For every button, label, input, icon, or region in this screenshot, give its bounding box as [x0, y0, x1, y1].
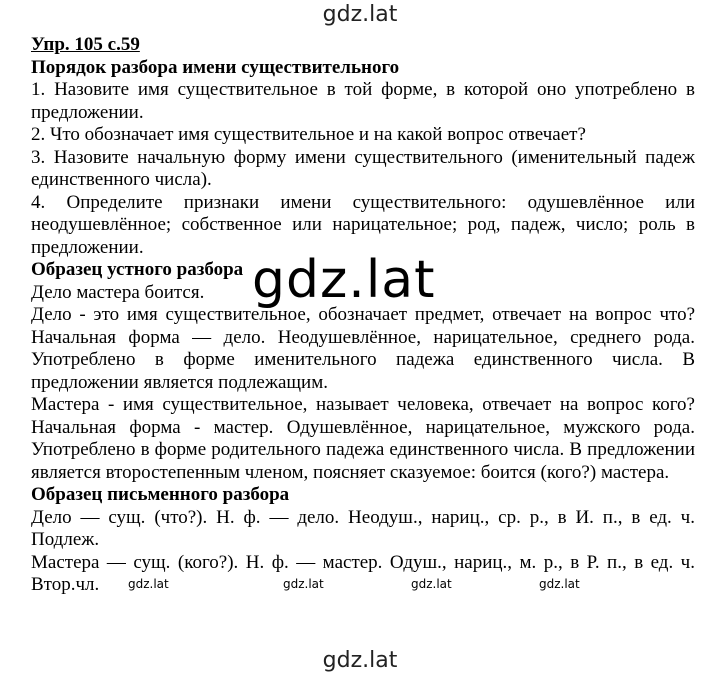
- watermark-small-3: gdz.lat: [411, 577, 452, 591]
- watermark-small-4: gdz.lat: [539, 577, 580, 591]
- step-3: 3. Назовите начальную форму имени существительного (именительный падеж единственного числа).: [31, 146, 695, 190]
- step-1: 1. Назовите имя существительное в той форме, в которой оно употреблено в предложении.: [31, 79, 695, 123]
- written-analysis-heading: Образец письменного разбора: [31, 484, 290, 505]
- step-4: 4. Определите признаки имени существительного: одушевлённое или неодушевлённое; собственное или нарицательное; род, падеж, число; роль в предложении.: [31, 191, 695, 258]
- watermark-top: gdz.lat: [322, 2, 398, 27]
- written-line-mastera: Мастера — сущ. (кого?). Н. ф. — мастер. Одуш., нариц., м. р., в Р. п., в ед. ч. Втор.чл.: [31, 551, 695, 595]
- watermark-small-2: gdz.lat: [283, 577, 324, 591]
- oral-analysis-heading: Образец устного разбора: [31, 259, 244, 280]
- watermark-center: gdz.lat: [252, 250, 436, 310]
- written-line-delo: Дело — сущ. (что?). Н. ф. — дело. Неодуш., нариц., ср. р., в И. п., в ед. ч. Подлеж.: [31, 506, 695, 550]
- example-sentence: Дело мастера боится.: [31, 281, 205, 303]
- watermark-bottom: gdz.lat: [322, 648, 398, 673]
- section-heading: Порядок разбора имени существительного: [31, 56, 400, 78]
- document-body: [31, 34, 695, 597]
- oral-paragraph-mastera: Мастера - имя существительное, называет человека, отвечает на вопрос кого? Начальная форма - мастер. Одушевлённое, нарицательное, мужского рода. Употреблено в форме родительного падежа единственного числа. В предложении является второстепенным членом, поясняет сказуемое: боится (кого?) мастера.: [31, 394, 695, 483]
- exercise-title: Упр. 105 с.59: [31, 34, 140, 55]
- oral-paragraph-delo: Дело - это имя существительное, обозначает предмет, отвечает на вопрос что? Начальная форма — дело. Неодушевлённое, нарицательное, среднего рода. Употреблено в форме именительного падежа единственного числа. В предложении является подлежащим.: [31, 304, 695, 393]
- step-2: 2. Что обозначает имя существительное и на какой вопрос отвечает?: [31, 124, 586, 145]
- watermark-small-1: gdz.lat: [128, 577, 169, 591]
